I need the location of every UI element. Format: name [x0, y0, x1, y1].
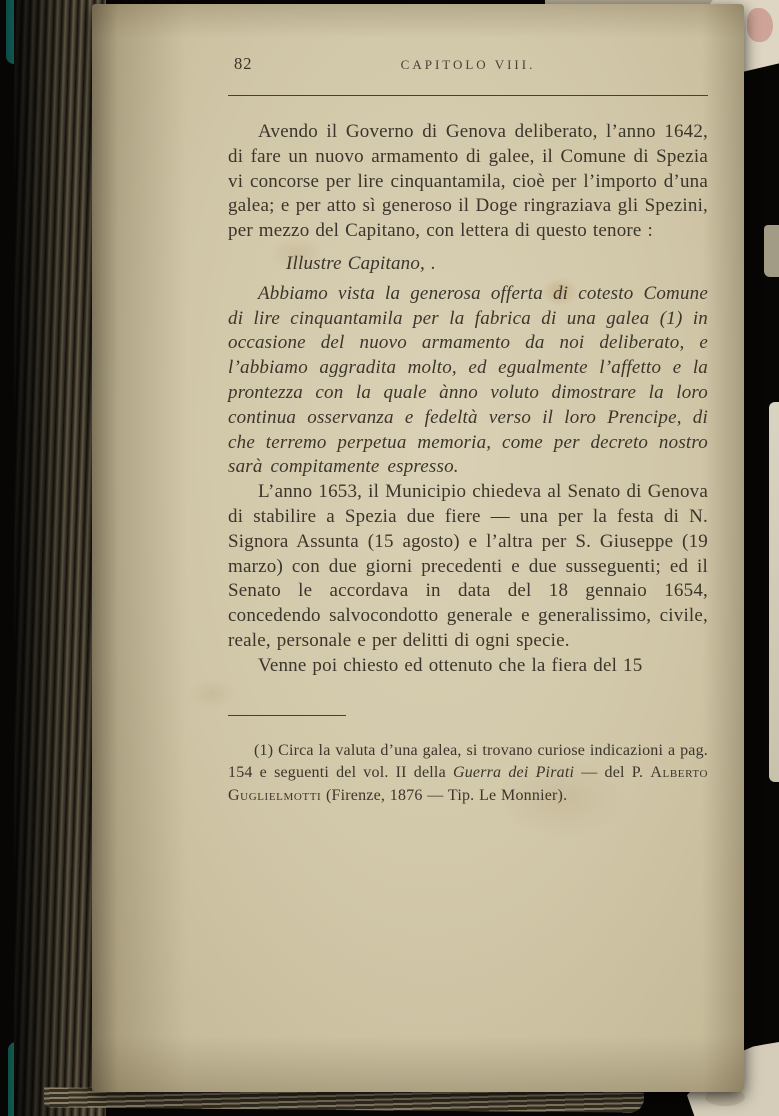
page-header	[228, 50, 708, 80]
paragraph	[228, 120, 708, 244]
text-segment: Venne poi chiesto ed ottenuto che la fiera del 15	[258, 654, 643, 676]
paper-scrap-right-small	[764, 225, 779, 277]
text-segment: Guerra dei Pirati	[452, 764, 575, 782]
paragraph	[228, 252, 708, 277]
header-rule	[228, 95, 708, 96]
text-segment: Abbiamo vista la generosa offerta di cotesto Comune di lire cinquantamila per la fabrica di una galea (1) in occasione del nuovo armamento da noi deliberato, e l’abbiamo aggradita molto, ed egualmente l’affetto e la prontezza con la quale ànno voluto dimostrare la loro continua osservanza e fedeltà verso il loro Prencipe, di che terremo perpetua memoria, come per decreto nostro sarà compitamente espresso.	[228, 282, 708, 478]
footnote-rule	[228, 715, 346, 716]
paragraph	[228, 654, 708, 679]
paper-scrap-right-long	[769, 402, 779, 782]
page-number: 82	[234, 54, 253, 73]
text-segment: — del P.	[574, 764, 651, 782]
page-text-block	[228, 50, 708, 807]
text-segment: Avendo il Governo di Genova deliberato, l’anno 1642, di fare un nuovo armamento di galee, il Comune di Spezia vi concorse per lire cinquantamila, cioè per l’importo d’una galea; e per atto sì generoso il Doge ringraziava gli Spezini, per mezzo del Capitano, con lettera di questo tenore :	[228, 121, 708, 242]
paragraph	[228, 282, 708, 480]
paragraphs	[228, 120, 708, 679]
footnote	[228, 740, 708, 808]
text-segment: (Firenze, 1876 — Tip. Le Monnier).	[321, 786, 568, 804]
text-segment: (1) Circa la valuta d’una galea, si trovano curiose indicazioni a pag. 154 e seguenti del vol. II della	[228, 741, 708, 782]
text-segment: L’anno 1653, il Municipio chiedeva al Senato di Genova di stabilire a Spezia due fiere — una per la festa di N. Signora Assunta (15 agosto) e l’altra per S. Giuseppe (19 marzo) con due giorni precedenti e due susseguenti; ed il Senato le accordava in data del 18 gennaio 1654, concedendo salvocondotto generale e generalissimo, civile, reale, personale e per delitti di ogni specie.	[228, 481, 708, 651]
book-page	[92, 4, 744, 1092]
text-segment: Illustre Capitano, .	[286, 252, 436, 274]
chapter-header: CAPITOLO VIII.	[400, 57, 536, 72]
paragraph	[228, 480, 708, 654]
text-segment: Alberto Guglielmotti	[228, 764, 709, 804]
